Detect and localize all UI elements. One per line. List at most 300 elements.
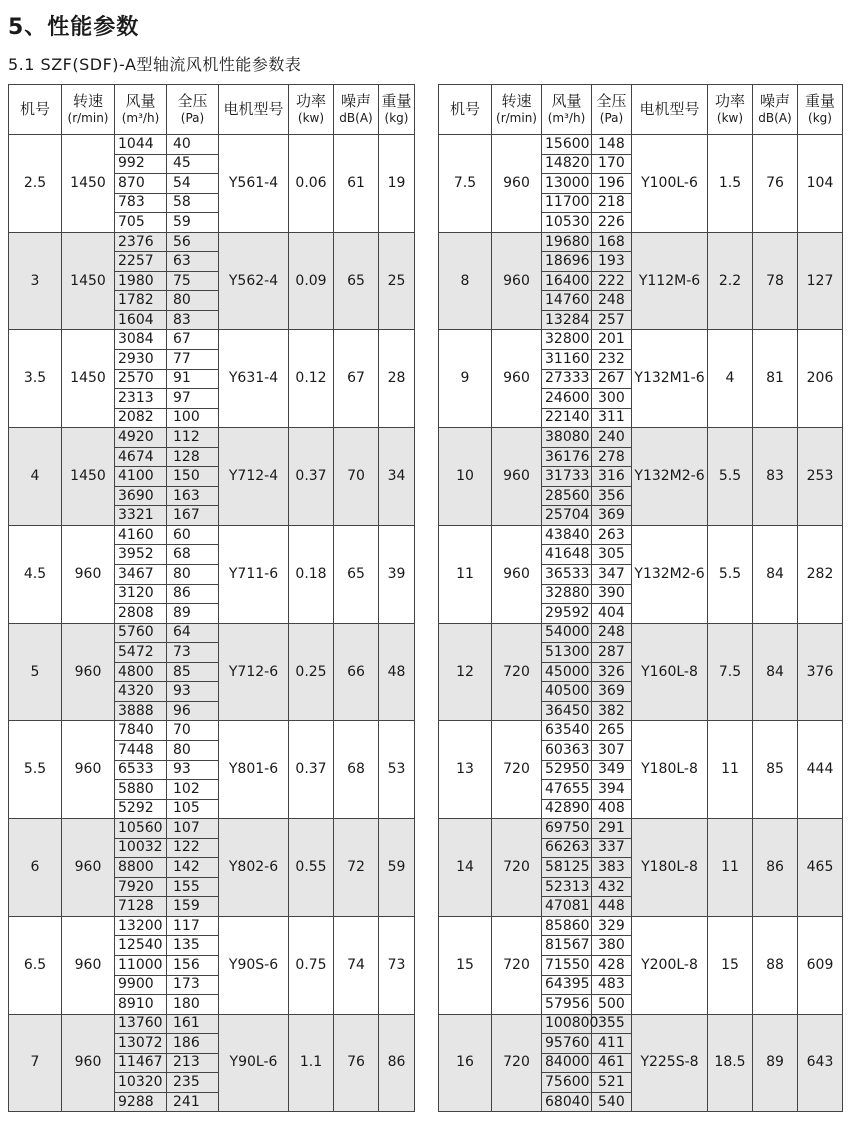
pressure-cell: 150 (167, 467, 219, 487)
pressure-cell: 394 (592, 780, 632, 800)
table-row (439, 135, 843, 155)
pressure-cell: 68 (167, 545, 219, 565)
noise-cell: 65 (334, 525, 379, 623)
pressure-cell: 448 (592, 897, 632, 917)
flow-cell: 51300 (542, 643, 592, 663)
header-model-no: 机号 (9, 85, 62, 135)
flow-cell: 18696 (542, 252, 592, 272)
flow-cell: 13284 (542, 310, 592, 330)
flow-cell: 6533 (115, 760, 167, 780)
flow-cell: 15600 (542, 135, 592, 155)
speed-cell: 720 (492, 623, 542, 721)
flow-cell: 27333 (542, 369, 592, 389)
noise-cell: 89 (753, 1014, 798, 1112)
flow-cell: 31160 (542, 350, 592, 370)
noise-cell: 70 (334, 428, 379, 526)
weight-cell: 127 (798, 232, 843, 330)
motor-cell: Y801-6 (219, 721, 289, 819)
flow-cell: 2313 (115, 389, 167, 409)
flow-cell: 38080 (542, 428, 592, 448)
model-no-cell: 5 (9, 623, 62, 721)
model-no-cell: 6 (9, 819, 62, 917)
flow-cell: 7128 (115, 897, 167, 917)
pressure-cell: 80 (167, 291, 219, 311)
pressure-cell: 291 (592, 819, 632, 839)
noise-cell: 84 (753, 525, 798, 623)
performance-table-left (8, 84, 415, 1112)
pressure-cell: 307 (592, 740, 632, 760)
pressure-cell: 142 (167, 858, 219, 878)
power-cell: 0.09 (289, 232, 334, 330)
header-flow: 风量 (m³/h) (115, 85, 167, 135)
flow-cell: 32880 (542, 584, 592, 604)
pressure-cell: 117 (167, 916, 219, 936)
pressure-cell: 122 (167, 838, 219, 858)
pressure-cell: 56 (167, 232, 219, 252)
power-cell: 0.37 (289, 428, 334, 526)
power-cell: 7.5 (708, 623, 753, 721)
flow-cell: 705 (115, 213, 167, 233)
flow-cell: 71550 (542, 955, 592, 975)
header-motor: 电机型号 (219, 85, 289, 135)
model-no-cell: 14 (439, 819, 492, 917)
header-power: 功率 (kw) (708, 85, 753, 135)
flow-cell: 13072 (115, 1034, 167, 1054)
noise-cell: 76 (753, 135, 798, 233)
noise-cell: 78 (753, 232, 798, 330)
speed-cell: 720 (492, 1014, 542, 1112)
pressure-cell: 257 (592, 310, 632, 330)
flow-cell: 2930 (115, 350, 167, 370)
flow-cell: 2257 (115, 252, 167, 272)
flow-cell: 870 (115, 174, 167, 194)
flow-cell: 54000 (542, 623, 592, 643)
table-row (439, 232, 843, 252)
motor-cell: Y90S-6 (219, 916, 289, 1014)
pressure-cell: 97 (167, 389, 219, 409)
power-cell: 4 (708, 330, 753, 428)
motor-cell: Y712-6 (219, 623, 289, 721)
model-no-cell: 13 (439, 721, 492, 819)
header-weight: 重量 (kg) (379, 85, 415, 135)
motor-cell: Y100L-6 (632, 135, 708, 233)
speed-cell: 1450 (62, 135, 115, 233)
flow-cell: 4100 (115, 467, 167, 487)
pressure-cell: 218 (592, 193, 632, 213)
flow-cell: 45000 (542, 662, 592, 682)
pressure-cell: 83 (167, 310, 219, 330)
flow-cell: 28560 (542, 486, 592, 506)
pressure-cell: 186 (167, 1034, 219, 1054)
power-cell: 0.37 (289, 721, 334, 819)
speed-cell: 960 (62, 721, 115, 819)
pressure-cell: 483 (592, 975, 632, 995)
pressure-cell: 196 (592, 174, 632, 194)
model-no-cell: 11 (439, 525, 492, 623)
pressure-cell: 329 (592, 916, 632, 936)
table-row (9, 819, 415, 839)
flow-cell: 41648 (542, 545, 592, 565)
pressure-cell: 156 (167, 955, 219, 975)
flow-cell: 4160 (115, 525, 167, 545)
model-no-cell: 4 (9, 428, 62, 526)
flow-cell: 58125 (542, 858, 592, 878)
power-cell: 0.18 (289, 525, 334, 623)
weight-cell: 86 (379, 1014, 415, 1112)
flow-cell: 7840 (115, 721, 167, 741)
flow-cell: 47081 (542, 897, 592, 917)
pressure-cell: 278 (592, 447, 632, 467)
power-cell: 0.75 (289, 916, 334, 1014)
flow-cell: 11467 (115, 1053, 167, 1073)
header-speed: 转速 (r/min) (62, 85, 115, 135)
flow-cell: 31733 (542, 467, 592, 487)
motor-cell: Y561-4 (219, 135, 289, 233)
motor-cell: Y631-4 (219, 330, 289, 428)
pressure-cell: 390 (592, 584, 632, 604)
power-cell: 0.55 (289, 819, 334, 917)
weight-cell: 39 (379, 525, 415, 623)
pressure-cell: 167 (167, 506, 219, 526)
model-no-cell: 10 (439, 428, 492, 526)
pressure-cell: 500 (592, 995, 632, 1015)
weight-cell: 59 (379, 819, 415, 917)
pressure-cell: 163 (167, 486, 219, 506)
flow-cell: 36176 (542, 447, 592, 467)
flow-cell: 10530 (542, 213, 592, 233)
table-row (439, 1014, 843, 1034)
pressure-cell: 168 (592, 232, 632, 252)
model-no-cell: 3.5 (9, 330, 62, 428)
motor-cell: Y180L-8 (632, 721, 708, 819)
power-cell: 18.5 (708, 1014, 753, 1112)
header-motor: 电机型号 (632, 85, 708, 135)
motor-cell: Y132M1-6 (632, 330, 708, 428)
pressure-cell: 383 (592, 858, 632, 878)
flow-cell: 52950 (542, 760, 592, 780)
power-cell: 1.1 (289, 1014, 334, 1112)
table-row (439, 525, 843, 545)
pressure-cell: 155 (167, 877, 219, 897)
pressure-cell: 161 (167, 1014, 219, 1034)
pressure-cell: 75 (167, 271, 219, 291)
flow-cell: 10320 (115, 1073, 167, 1093)
flow-cell: 36450 (542, 701, 592, 721)
speed-cell: 960 (492, 428, 542, 526)
flow-cell: 14760 (542, 291, 592, 311)
table-row (9, 428, 415, 448)
flow-cell: 95760 (542, 1034, 592, 1054)
pressure-cell: 100 (167, 408, 219, 428)
flow-cell: 4674 (115, 447, 167, 467)
pressure-cell: 60 (167, 525, 219, 545)
pressure-cell: 248 (592, 623, 632, 643)
pressure-cell: 93 (167, 682, 219, 702)
flow-cell: 68040 (542, 1092, 592, 1112)
flow-cell: 57956 (542, 995, 592, 1015)
flow-cell: 100800 (542, 1014, 592, 1034)
header-noise: 噪声 dB(A) (334, 85, 379, 135)
flow-cell: 29592 (542, 604, 592, 624)
flow-cell: 2570 (115, 369, 167, 389)
flow-cell: 9288 (115, 1092, 167, 1112)
flow-cell: 14820 (542, 154, 592, 174)
pressure-cell: 63 (167, 252, 219, 272)
pressure-cell: 45 (167, 154, 219, 174)
header-power: 功率 (kw) (289, 85, 334, 135)
power-cell: 5.5 (708, 525, 753, 623)
flow-cell: 11000 (115, 955, 167, 975)
table-row (439, 916, 843, 936)
pressure-cell: 241 (167, 1092, 219, 1112)
flow-cell: 3467 (115, 565, 167, 585)
speed-cell: 960 (492, 232, 542, 330)
flow-cell: 7448 (115, 740, 167, 760)
pressure-cell: 311 (592, 408, 632, 428)
pressure-cell: 201 (592, 330, 632, 350)
table-body (439, 135, 843, 1112)
pressure-cell: 96 (167, 701, 219, 721)
flow-cell: 4800 (115, 662, 167, 682)
weight-cell: 643 (798, 1014, 843, 1112)
weight-cell: 253 (798, 428, 843, 526)
pressure-cell: 159 (167, 897, 219, 917)
table-row (9, 623, 415, 643)
motor-cell: Y132M2-6 (632, 428, 708, 526)
table-row (9, 721, 415, 741)
speed-cell: 960 (492, 330, 542, 428)
motor-cell: Y200L-8 (632, 916, 708, 1014)
model-no-cell: 6.5 (9, 916, 62, 1014)
flow-cell: 52313 (542, 877, 592, 897)
pressure-cell: 521 (592, 1073, 632, 1093)
speed-cell: 1450 (62, 232, 115, 330)
motor-cell: Y225S-8 (632, 1014, 708, 1112)
power-cell: 5.5 (708, 428, 753, 526)
weight-cell: 25 (379, 232, 415, 330)
flow-cell: 1604 (115, 310, 167, 330)
header-model-no: 机号 (439, 85, 492, 135)
pressure-cell: 232 (592, 350, 632, 370)
flow-cell: 47655 (542, 780, 592, 800)
flow-cell: 10032 (115, 838, 167, 858)
pressure-cell: 93 (167, 760, 219, 780)
weight-cell: 19 (379, 135, 415, 233)
table-body (9, 135, 415, 1112)
power-cell: 11 (708, 819, 753, 917)
model-no-cell: 16 (439, 1014, 492, 1112)
power-cell: 2.2 (708, 232, 753, 330)
flow-cell: 9900 (115, 975, 167, 995)
flow-cell: 1044 (115, 135, 167, 155)
pressure-cell: 70 (167, 721, 219, 741)
flow-cell: 22140 (542, 408, 592, 428)
pressure-cell: 64 (167, 623, 219, 643)
table-row (9, 916, 415, 936)
model-no-cell: 5.5 (9, 721, 62, 819)
weight-cell: 73 (379, 916, 415, 1014)
table-row (439, 721, 843, 741)
pressure-cell: 305 (592, 545, 632, 565)
speed-cell: 960 (62, 819, 115, 917)
pressure-cell: 287 (592, 643, 632, 663)
pressure-cell: 265 (592, 721, 632, 741)
flow-cell: 3084 (115, 330, 167, 350)
header-speed: 转速 (r/min) (492, 85, 542, 135)
noise-cell: 86 (753, 819, 798, 917)
flow-cell: 3952 (115, 545, 167, 565)
pressure-cell: 540 (592, 1092, 632, 1112)
flow-cell: 66263 (542, 838, 592, 858)
section-title: 5、性能参数 (8, 15, 140, 40)
flow-cell: 5880 (115, 780, 167, 800)
weight-cell: 376 (798, 623, 843, 721)
model-no-cell: 15 (439, 916, 492, 1014)
speed-cell: 1450 (62, 330, 115, 428)
pressure-cell: 173 (167, 975, 219, 995)
motor-cell: Y180L-8 (632, 819, 708, 917)
model-no-cell: 12 (439, 623, 492, 721)
table-header (439, 85, 843, 135)
speed-cell: 960 (62, 623, 115, 721)
speed-cell: 720 (492, 916, 542, 1014)
weight-cell: 282 (798, 525, 843, 623)
pressure-cell: 105 (167, 799, 219, 819)
model-no-cell: 9 (439, 330, 492, 428)
table-row (9, 330, 415, 350)
weight-cell: 53 (379, 721, 415, 819)
flow-cell: 36533 (542, 565, 592, 585)
table-row (9, 232, 415, 252)
motor-cell: Y712-4 (219, 428, 289, 526)
noise-cell: 74 (334, 916, 379, 1014)
flow-cell: 85860 (542, 916, 592, 936)
speed-cell: 720 (492, 721, 542, 819)
flow-cell: 5472 (115, 643, 167, 663)
pressure-cell: 86 (167, 584, 219, 604)
pressure-cell: 58 (167, 193, 219, 213)
noise-cell: 66 (334, 623, 379, 721)
flow-cell: 3690 (115, 486, 167, 506)
noise-cell: 83 (753, 428, 798, 526)
flow-cell: 19680 (542, 232, 592, 252)
weight-cell: 48 (379, 623, 415, 721)
pressure-cell: 382 (592, 701, 632, 721)
flow-cell: 992 (115, 154, 167, 174)
pressure-cell: 432 (592, 877, 632, 897)
pressure-cell: 226 (592, 213, 632, 233)
flow-cell: 25704 (542, 506, 592, 526)
model-no-cell: 3 (9, 232, 62, 330)
pressure-cell: 73 (167, 643, 219, 663)
noise-cell: 61 (334, 135, 379, 233)
flow-cell: 2808 (115, 604, 167, 624)
noise-cell: 76 (334, 1014, 379, 1112)
weight-cell: 206 (798, 330, 843, 428)
power-cell: 15 (708, 916, 753, 1014)
power-cell: 0.06 (289, 135, 334, 233)
pressure-cell: 170 (592, 154, 632, 174)
pressure-cell: 369 (592, 506, 632, 526)
pressure-cell: 102 (167, 780, 219, 800)
model-no-cell: 7.5 (439, 135, 492, 233)
pressure-cell: 107 (167, 819, 219, 839)
table-row (9, 1014, 415, 1034)
speed-cell: 960 (62, 916, 115, 1014)
flow-cell: 63540 (542, 721, 592, 741)
table-row (9, 135, 415, 155)
pressure-cell: 355 (592, 1014, 632, 1034)
flow-cell: 13200 (115, 916, 167, 936)
header-pressure: 全压 (Pa) (592, 85, 632, 135)
flow-cell: 4320 (115, 682, 167, 702)
pressure-cell: 91 (167, 369, 219, 389)
pressure-cell: 89 (167, 604, 219, 624)
pressure-cell: 67 (167, 330, 219, 350)
flow-cell: 10560 (115, 819, 167, 839)
table-row (9, 525, 415, 545)
flow-cell: 16400 (542, 271, 592, 291)
pressure-cell: 240 (592, 428, 632, 448)
flow-cell: 4920 (115, 428, 167, 448)
flow-cell: 84000 (542, 1053, 592, 1073)
pressure-cell: 213 (167, 1053, 219, 1073)
pressure-cell: 404 (592, 604, 632, 624)
flow-cell: 3120 (115, 584, 167, 604)
flow-cell: 5292 (115, 799, 167, 819)
flow-cell: 11700 (542, 193, 592, 213)
motor-cell: Y562-4 (219, 232, 289, 330)
flow-cell: 42890 (542, 799, 592, 819)
speed-cell: 960 (62, 525, 115, 623)
noise-cell: 88 (753, 916, 798, 1014)
pressure-cell: 77 (167, 350, 219, 370)
pressure-cell: 80 (167, 740, 219, 760)
performance-table-right (438, 84, 843, 1112)
noise-cell: 68 (334, 721, 379, 819)
pressure-cell: 326 (592, 662, 632, 682)
power-cell: 0.25 (289, 623, 334, 721)
pressure-cell: 148 (592, 135, 632, 155)
power-cell: 0.12 (289, 330, 334, 428)
pressure-cell: 411 (592, 1034, 632, 1054)
noise-cell: 65 (334, 232, 379, 330)
header-flow: 风量 (m³/h) (542, 85, 592, 135)
weight-cell: 465 (798, 819, 843, 917)
motor-cell: Y112M-6 (632, 232, 708, 330)
motor-cell: Y711-6 (219, 525, 289, 623)
pressure-cell: 248 (592, 291, 632, 311)
power-cell: 11 (708, 721, 753, 819)
flow-cell: 69750 (542, 819, 592, 839)
pressure-cell: 347 (592, 565, 632, 585)
pressure-cell: 300 (592, 389, 632, 409)
header-weight: 重量 (kg) (798, 85, 843, 135)
flow-cell: 2082 (115, 408, 167, 428)
noise-cell: 67 (334, 330, 379, 428)
flow-cell: 3888 (115, 701, 167, 721)
pressure-cell: 428 (592, 955, 632, 975)
table-row (439, 428, 843, 448)
flow-cell: 1980 (115, 271, 167, 291)
speed-cell: 1450 (62, 428, 115, 526)
flow-cell: 81567 (542, 936, 592, 956)
table-row (439, 819, 843, 839)
table-row (439, 330, 843, 350)
pressure-cell: 54 (167, 174, 219, 194)
noise-cell: 85 (753, 721, 798, 819)
flow-cell: 12540 (115, 936, 167, 956)
